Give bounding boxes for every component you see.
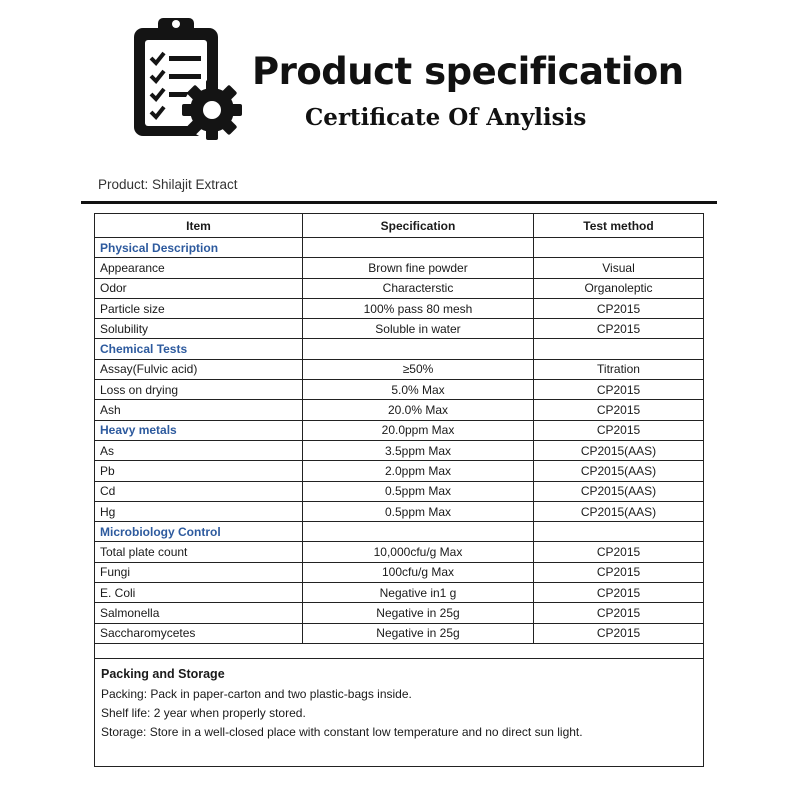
spacer-cell	[95, 643, 704, 658]
spec-cell: 0.5ppm Max	[303, 501, 534, 521]
method-cell: CP2015(AAS)	[534, 461, 704, 481]
spec-cell: 100% pass 80 mesh	[303, 298, 534, 318]
method-cell: CP2015(AAS)	[534, 481, 704, 501]
table-row	[95, 583, 704, 603]
method-cell: CP2015	[534, 420, 704, 440]
method-cell	[534, 522, 704, 542]
header-test-method: Test method	[534, 214, 704, 238]
item-cell: Fungi	[95, 562, 303, 582]
spec-cell: 2.0ppm Max	[303, 461, 534, 481]
table-row	[95, 501, 704, 521]
item-cell: Cd	[95, 481, 303, 501]
divider	[81, 201, 717, 204]
method-cell: CP2015	[534, 583, 704, 603]
item-cell: Assay(Fulvic acid)	[95, 359, 303, 379]
packing-cell	[95, 658, 704, 766]
spacer-row	[95, 643, 704, 658]
item-cell: As	[95, 440, 303, 460]
section-title: Microbiology Control	[95, 522, 303, 542]
method-cell: Organoleptic	[534, 278, 704, 298]
item-cell: Solubility	[95, 319, 303, 339]
header-specification: Specification	[303, 214, 534, 238]
method-cell: CP2015	[534, 319, 704, 339]
item-cell: Particle size	[95, 298, 303, 318]
item-cell: Saccharomycetes	[95, 623, 303, 643]
header-row	[95, 214, 704, 238]
packing-row	[95, 658, 704, 766]
method-cell: CP2015	[534, 603, 704, 623]
method-cell	[534, 339, 704, 359]
method-cell: Visual	[534, 258, 704, 278]
shelf-life-line: Shelf life: 2 year when properly stored.	[101, 705, 306, 720]
table-row	[95, 481, 704, 501]
method-cell: CP2015	[534, 623, 704, 643]
table-row	[95, 562, 704, 582]
spec-cell: Negative in 25g	[303, 623, 534, 643]
spec-cell: 100cfu/g Max	[303, 562, 534, 582]
method-cell: CP2015(AAS)	[534, 440, 704, 460]
spec-cell: 20.0% Max	[303, 400, 534, 420]
spec-cell: Negative in1 g	[303, 583, 534, 603]
method-cell: CP2015	[534, 380, 704, 400]
spec-cell	[303, 238, 534, 258]
spec-cell: 20.0ppm Max	[303, 420, 534, 440]
item-cell: Salmonella	[95, 603, 303, 623]
section-title: Physical Description	[95, 238, 303, 258]
spec-table	[94, 213, 704, 767]
table-row	[95, 461, 704, 481]
method-cell	[534, 238, 704, 258]
spec-cell: 5.0% Max	[303, 380, 534, 400]
page-title: Product specification	[252, 50, 684, 93]
method-cell: CP2015	[534, 542, 704, 562]
item-cell: Loss on drying	[95, 380, 303, 400]
table-row	[95, 400, 704, 420]
spec-cell: 10,000cfu/g Max	[303, 542, 534, 562]
spec-cell: ≥50%	[303, 359, 534, 379]
item-cell: E. Coli	[95, 583, 303, 603]
packing-title: Packing and Storage	[101, 666, 225, 681]
method-cell: Titration	[534, 359, 704, 379]
header-item: Item	[95, 214, 303, 238]
section-title: Heavy metals	[95, 420, 303, 440]
item-cell: Odor	[95, 278, 303, 298]
table-row	[95, 359, 704, 379]
table-row	[95, 258, 704, 278]
spec-cell	[303, 522, 534, 542]
spec-cell: Brown fine powder	[303, 258, 534, 278]
table-row	[95, 278, 704, 298]
section-row	[95, 522, 704, 542]
table-row	[95, 380, 704, 400]
item-cell: Pb	[95, 461, 303, 481]
section-row	[95, 238, 704, 258]
method-cell: CP2015	[534, 400, 704, 420]
section-title: Chemical Tests	[95, 339, 303, 359]
spec-cell: Characterstic	[303, 278, 534, 298]
spec-cell: Negative in 25g	[303, 603, 534, 623]
section-row	[95, 339, 704, 359]
spec-cell	[303, 339, 534, 359]
item-cell: Hg	[95, 501, 303, 521]
page-subtitle: Certificate Of Anylisis	[305, 104, 587, 131]
method-cell: CP2015	[534, 298, 704, 318]
packing-line: Packing: Pack in paper-carton and two plastic-bags inside.	[101, 686, 412, 701]
method-cell: CP2015(AAS)	[534, 501, 704, 521]
storage-line: Storage: Store in a well-closed place with constant low temperature and no direct sun light.	[101, 724, 583, 739]
method-cell: CP2015	[534, 562, 704, 582]
product-name: Product: Shilajit Extract	[98, 177, 238, 192]
table-row	[95, 623, 704, 643]
section-row	[95, 420, 704, 440]
spec-cell: 3.5ppm Max	[303, 440, 534, 460]
spec-cell: Soluble in water	[303, 319, 534, 339]
table-row	[95, 542, 704, 562]
table-row	[95, 298, 704, 318]
table-row	[95, 319, 704, 339]
item-cell: Total plate count	[95, 542, 303, 562]
table-row	[95, 440, 704, 460]
spec-cell: 0.5ppm Max	[303, 481, 534, 501]
table-row	[95, 603, 704, 623]
item-cell: Appearance	[95, 258, 303, 278]
item-cell: Ash	[95, 400, 303, 420]
clipboard-checklist-gear-icon	[130, 18, 244, 143]
